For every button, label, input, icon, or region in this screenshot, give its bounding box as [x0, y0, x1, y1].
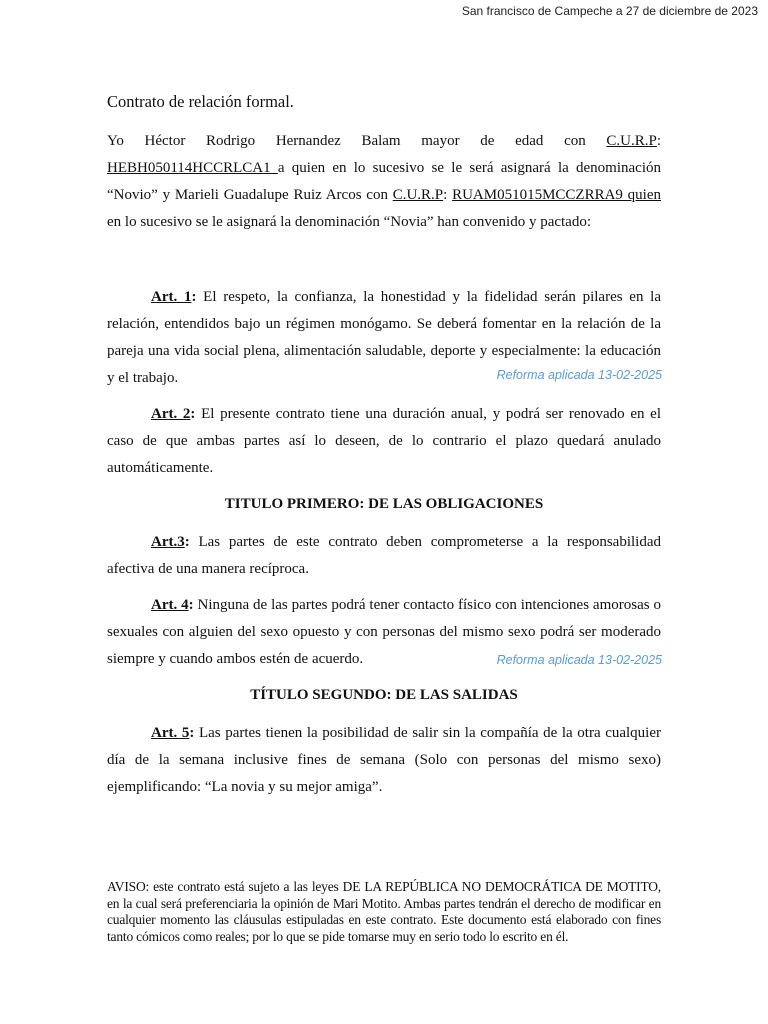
intro-paragraph — [107, 128, 661, 236]
colon-2: : — [443, 187, 453, 203]
curp-novia: RUAM051015MCCZRRA9 quien — [452, 187, 662, 203]
intro-text-2: a quien en lo sucesivo se le será asignará la denominación “Novio” y Marieli Guadalupe Ruiz Arcos con — [107, 160, 661, 203]
reform-note-art1: Reforma aplicada 13-02-2025 — [496, 368, 662, 382]
article-1-text: El respeto, la confianza, la honestidad y la fidelidad serán pilares en la relación, entendidos bajo un régimen monógamo. Se deberá fomentar en la relación de la pareja una vida social plena, alimentación saludable, deporte y especialmente: la educación y el trabajo. — [107, 289, 661, 386]
heading-obligaciones: TITULO PRIMERO: DE LAS OBLIGACIONES — [224, 496, 544, 512]
intro-text-3: en lo sucesivo se le asignará la denominación “Novia” han convenido y pactado: — [107, 214, 591, 230]
article-4-colon: : — [188, 597, 194, 613]
article-5 — [107, 720, 661, 801]
article-2-text: El presente contrato tiene una duración anual, y podrá ser renovado en el caso de que ambas partes así lo deseen, de lo contrario el plazo quedará anulado automáticamente. — [107, 406, 661, 476]
intro-text-1: Yo Héctor Rodrigo Hernandez Balam mayor de edad con — [107, 133, 607, 149]
curp-label-1: C.U.R.P — [606, 133, 657, 149]
place-date: San francisco de Campeche a 27 de diciembre de 2023 — [461, 4, 758, 18]
article-1-label: Art. 1 — [151, 289, 192, 305]
reform-note-art4: Reforma aplicada 13-02-2025 — [496, 653, 662, 667]
article-3-label: Art.3 — [151, 534, 185, 550]
article-3-colon: : — [184, 534, 190, 550]
article-2 — [107, 401, 661, 482]
curp-novio: HEBH050114HCCRLCA1 — [107, 160, 278, 176]
article-4-label: Art. 4 — [151, 597, 189, 613]
article-5-label: Art. 5 — [151, 725, 190, 741]
article-1-colon: : — [191, 289, 197, 305]
article-2-colon: : — [190, 406, 196, 422]
article-2-label: Art. 2 — [151, 406, 191, 422]
legal-notice: AVISO: este contrato está sujeto a las leyes DE LA REPÚBLICA NO DEMOCRÁTICA DE MOTITO, en la cual será preferenciaria la opinión de Mari Motito. Ambas partes tendrán el derecho de modificar en cualquier momento las cláusulas estipuladas en este contrato. Este documento está elaborado con fines tanto cómicos como reales; por lo que se pide tomarse muy en serio todo lo escrito en él. — [107, 879, 661, 944]
article-4-text: Ninguna de las partes podrá tener contacto físico con intenciones amorosas o sexuales con alguien del sexo opuesto y con personas del mismo sexo podrá ser moderado siempre y cuando ambos estén de acuerdo. — [107, 597, 661, 667]
curp-label-2: C.U.R.P — [392, 187, 444, 203]
article-5-text: Las partes tienen la posibilidad de salir sin la compañía de la otra cualquier día de la semana inclusive fines de semana (Solo con personas del mismo sexo) ejemplificando: “La novia y su mejor amiga”. — [107, 725, 661, 795]
article-3-text: Las partes de este contrato deben comprometerse a la responsabilidad afectiva de una manera recíproca. — [107, 534, 661, 577]
heading-salidas: TÍTULO SEGUNDO: DE LAS SALIDAS — [250, 687, 518, 703]
contract-title: Contrato de relación formal. — [107, 92, 294, 111]
article-3 — [107, 529, 661, 583]
article-5-colon: : — [189, 725, 195, 741]
colon-1: : — [656, 133, 661, 149]
